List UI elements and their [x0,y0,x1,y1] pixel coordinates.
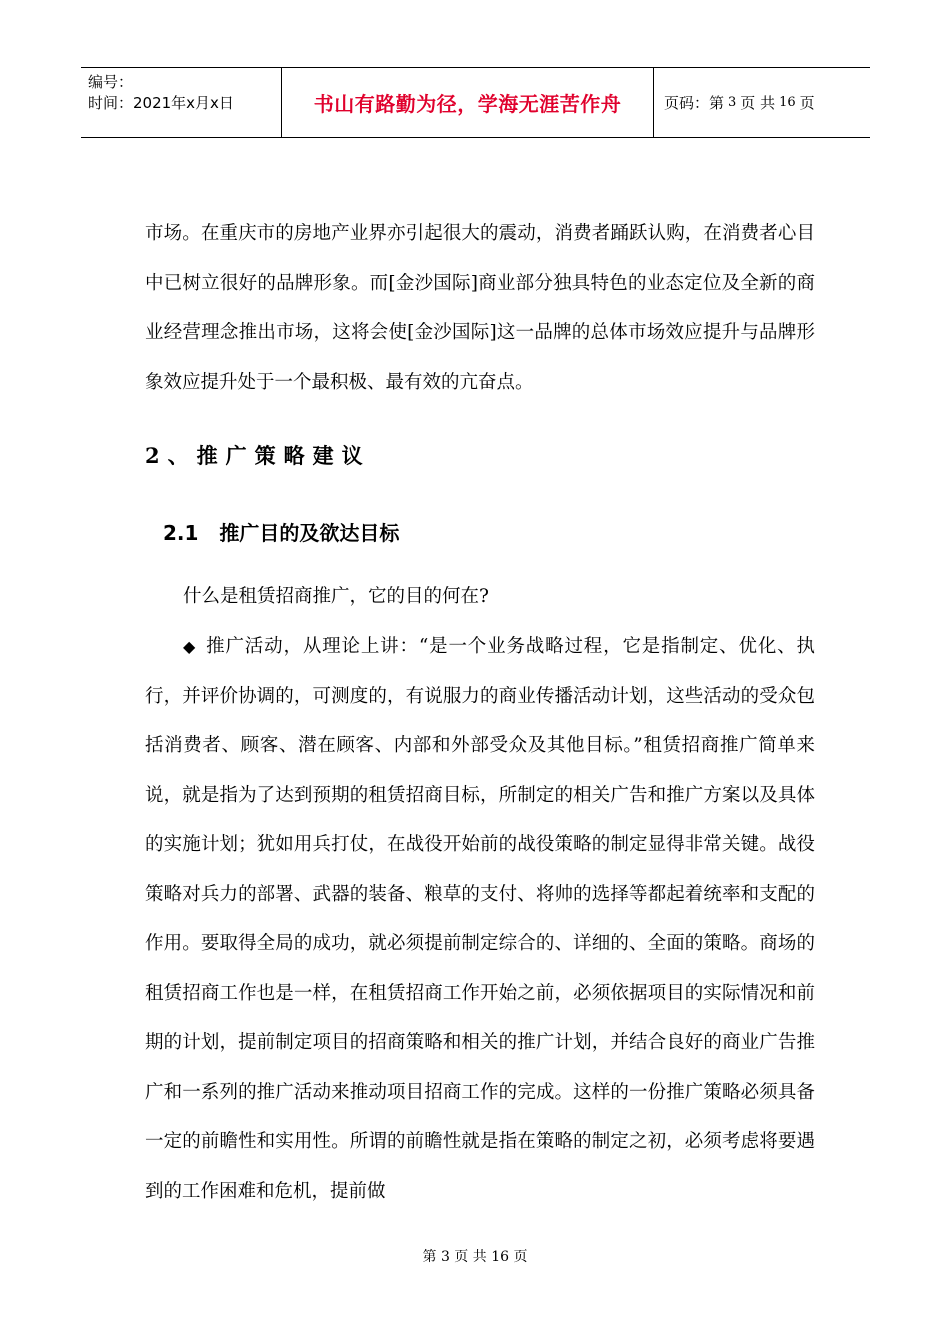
page-suffix: 页 [799,94,815,112]
bullet-diamond-icon: ◆ [183,637,197,656]
header-motto: 书山有路勤为径，学海无涯苦作舟 [282,68,654,137]
subsection-number: 2.1 [163,521,199,545]
subsection-heading [163,517,399,546]
continuation-block [145,209,815,407]
page-header [81,67,870,138]
continuation-paragraph: 市场。在重庆市的房地产业界亦引起很大的震动，消费者踊跃认购，在消费者心目中已树立很好的品牌形象。而[金沙国际]商业部分独具特色的业态定位及全新的商业经营理念推出市场，这将会使[金沙国际]这一品牌的总体市场效应提升与品牌形象效应提升处于一个最积极、最有效的亢奋点。 [145,223,815,393]
header-meta [81,68,282,137]
page-current: 3 [728,95,737,110]
page-mid: 页 共 [740,94,776,112]
page-footer: 第 3 页 共 16 页 [422,1249,528,1265]
body-text: 推广活动，从理论上讲：“是一个业务战略过程，它是指制定、优化、执行，并评价协调的，可测度的，有说服力的商业传播活动计划，这些活动的受众包括消费者、顾客、潜在顾客、内部和外部受众及其他目标。”租赁招商推广简单来说，就是指为了达到预期的租赁招商目标，所制定的相关广告和推广方案以及具体的实施计划；犹如用兵打仗，在战役开始前的战役策略的制定显得非常关键。战役策略对兵力的部署、武器的装备、粮草的支付、将帅的选择等都起着统率和支配的作用。要取得全局的成功，就必须提前制定综合的、详细的、全面的策略。商场的租赁招商工作也是一样，在租赁招商工作开始之前，必须依据项目的实际情况和前期的计划，提前制定项目的招商策略和相关的推广计划，并结合良好的商业广告推广和一系列的推广活动来推动项目招商工作的完成。这样的一份推广策略必须具备一定的前瞻性和实用性。所谓的前瞻性就是指在策略的制定之初，必须考虑将要遇到的工作困难和危机，提前做 [145,636,815,1202]
section-heading: 2、推广策略建议 [145,443,371,468]
question-line: 什么是租赁招商推广，它的目的何在? [183,586,489,607]
page-prefix: 页码：第 [664,94,725,112]
time-label: 时间：2021年x月x日 [88,94,234,112]
subsection-title: 推广目的及欲达目标 [219,521,400,545]
number-label: 编号： [88,73,134,91]
header-page-info [654,68,870,137]
body-paragraph [145,622,815,1216]
body-block [145,622,815,1216]
page-total: 16 [779,95,796,110]
